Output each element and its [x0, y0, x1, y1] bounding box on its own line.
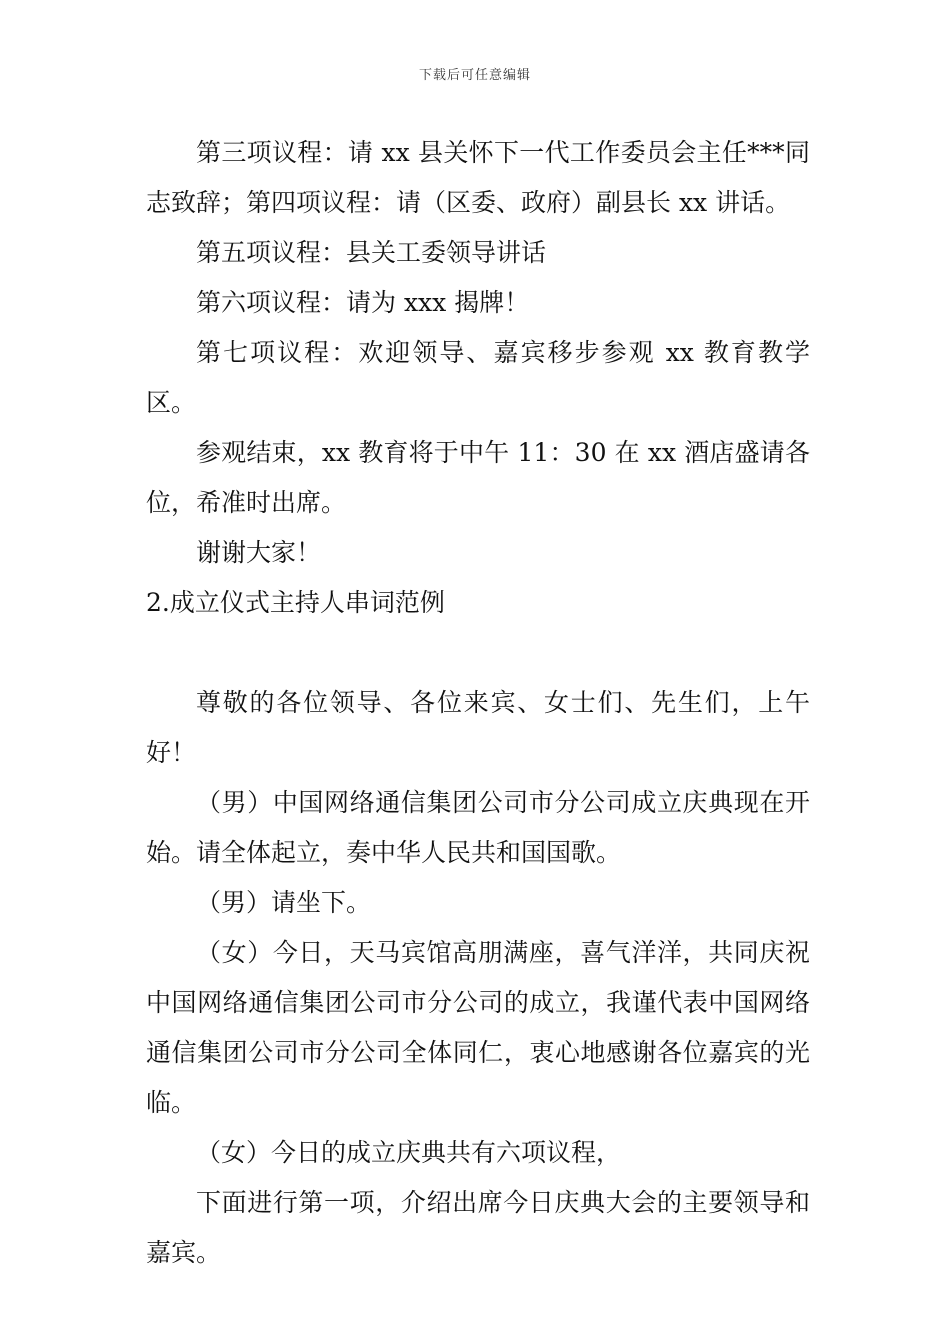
- page-header-note: 下载后可任意编辑: [418, 68, 531, 83]
- paragraph-agenda-count: （女）今日的成立庆典共有六项议程，: [196, 1138, 622, 1167]
- paragraph-greeting: 尊敬的各位领导、各位来宾、女士们、先生们，上午好！: [146, 688, 810, 767]
- paragraph-welcome: （女）今日，天马宾馆高朋满座，喜气洋洋，共同庆祝中国网络通信集团公司市分公司的成立，我谨代表中国网络通信集团公司市分公司全体同仁，衷心地感谢各位嘉宾的光临。: [146, 938, 810, 1117]
- paragraph-agenda-5: 第五项议程：县关工委领导讲话: [196, 238, 547, 267]
- section-title: 2.成立仪式主持人串词范例: [146, 588, 445, 617]
- document-body: [146, 128, 810, 1278]
- paragraph-sit-down: （男）请坐下。: [196, 888, 372, 917]
- blank-line: [146, 628, 810, 678]
- paragraph-agenda-7: 第七项议程：欢迎领导、嘉宾移步参观 xx 教育教学区。: [146, 338, 810, 417]
- paragraph-agenda-3-4: 第三项议程：请 xx 县关怀下一代工作委员会主任***同志致辞；第四项议程：请（区委、政府）副县长 xx 讲话。: [146, 138, 810, 217]
- paragraph-first-item: 下面进行第一项，介绍出席今日庆典大会的主要领导和嘉宾。: [146, 1188, 810, 1267]
- paragraph-thanks: 谢谢大家！: [196, 538, 322, 567]
- paragraph-opening: （男）中国网络通信集团公司市分公司成立庆典现在开始。请全体起立，奏中华人民共和国国歌。: [146, 788, 810, 867]
- paragraph-agenda-6: 第六项议程：请为 xxx 揭牌！: [196, 288, 530, 317]
- paragraph-visit-end: 参观结束，xx 教育将于中午 11：30 在 xx 酒店盛请各位，希准时出席。: [146, 438, 810, 517]
